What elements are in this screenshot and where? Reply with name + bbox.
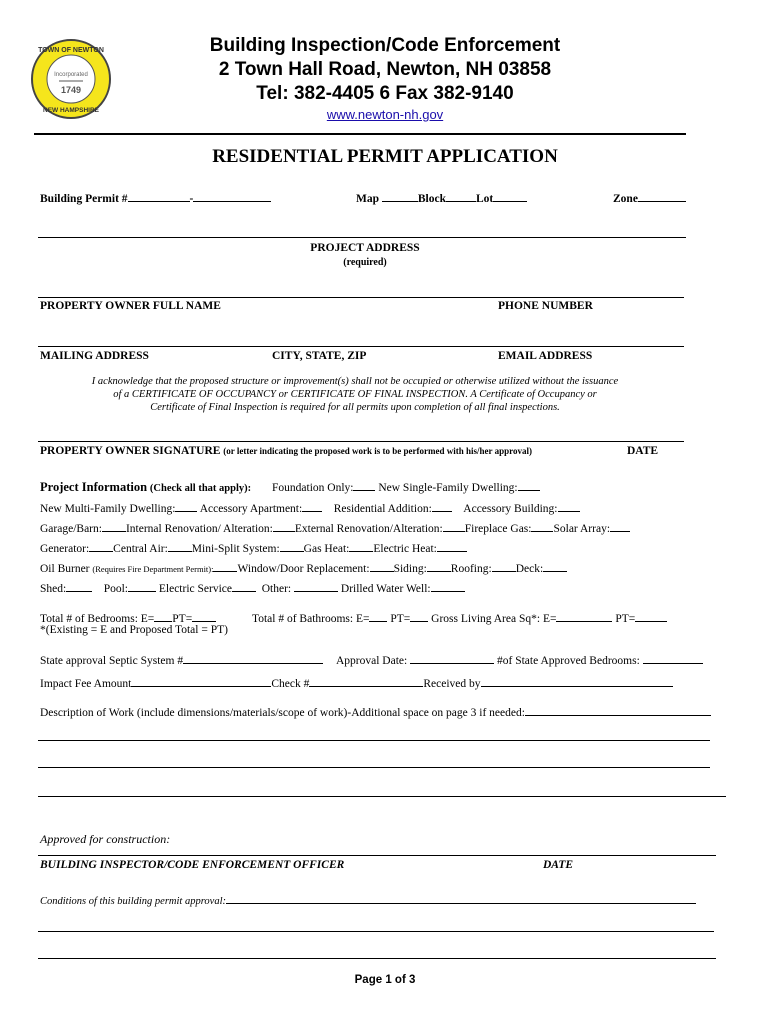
acknowledgement-line-2: of a CERTIFICATE OF OCCUPANCY or CERTIFICATE OF FINAL INSPECTION. A Certificate of Occupancy or xyxy=(113,389,597,400)
acknowledgement-line-1: I acknowledge that the proposed structure or improvement(s) shall not be occupied or otherwise utilized without the issuance xyxy=(91,376,619,387)
page-number: Page 1 of 3 xyxy=(354,974,416,986)
svg-text:Incorporated: Incorporated xyxy=(54,72,88,78)
map-block-lot-field[interactable]: Map Block Lot xyxy=(356,190,527,205)
owner-name-label: PROPERTY OWNER FULL NAME xyxy=(40,300,221,312)
project-address-label: PROJECT ADDRESS xyxy=(310,242,420,254)
website-link[interactable]: www.newton-nh.gov xyxy=(326,107,444,122)
bedrooms-field[interactable]: Total # of Bedrooms: E= PT= xyxy=(40,610,216,625)
svg-text:1749: 1749 xyxy=(60,85,82,95)
zone-field[interactable]: Zone xyxy=(613,190,686,205)
fees-row[interactable]: Impact Fee Amount Check # Received by xyxy=(40,675,673,690)
officer-label: BUILDING INSPECTOR/CODE ENFORCEMENT OFFICER xyxy=(40,859,345,871)
bathrooms-gla-field[interactable]: Total # of Bathrooms: E= PT= Gross Living Area Sq*: E= PT= xyxy=(252,610,667,625)
svg-text:TOWN OF NEWTON: TOWN OF NEWTON xyxy=(38,47,104,54)
header-phone: Tel: 382-4405 6 Fax 382-9140 xyxy=(256,83,514,104)
signature-date-label: DATE xyxy=(627,445,659,457)
form-title: RESIDENTIAL PERMIT APPLICATION xyxy=(212,146,558,167)
acknowledgement-line-3: Certificate of Final Inspection is required for all permits upon completion of all final inspections. xyxy=(150,402,560,413)
mailing-address-label: MAILING ADDRESS xyxy=(40,350,149,362)
project-info-row-1[interactable]: Project Information (Check all that apply): Foundation Only: New Single-Family Dwelling: xyxy=(40,479,540,495)
building-permit-field[interactable]: Building Permit # - xyxy=(40,190,271,205)
header-address: 2 Town Hall Road, Newton, NH 03858 xyxy=(218,59,552,80)
project-info-row-2[interactable]: New Multi-Family Dwelling: Accessory Apartment: Residential Addition: Accessory Building: xyxy=(40,500,580,515)
project-info-row-6[interactable]: Shed: Pool: Electric Service Other: Drilled Water Well: xyxy=(40,580,465,595)
email-label: EMAIL ADDRESS xyxy=(498,350,593,362)
approval-date-label: DATE xyxy=(543,859,574,871)
rooms-legend: *(Existing = E and Proposed Total = PT) xyxy=(40,624,228,636)
approved-label: Approved for construction: xyxy=(40,832,171,846)
city-state-zip-label: CITY, STATE, ZIP xyxy=(272,350,367,362)
approved-bedrooms-field[interactable]: #of State Approved Bedrooms: xyxy=(497,652,703,667)
conditions-field[interactable]: Conditions of this building permit approval: xyxy=(40,892,696,907)
header-department: Building Inspection/Code Enforcement xyxy=(209,35,561,56)
project-info-row-3[interactable]: Garage/Barn: Internal Renovation/ Alteration: External Renovation/Alteration: Fireplace Gas: Solar Array: xyxy=(40,520,630,535)
town-seal-logo xyxy=(30,38,112,120)
septic-field[interactable]: State approval Septic System # xyxy=(40,652,323,667)
project-info-row-5[interactable]: Oil Burner (Requires Fire Department Permit): Window/Door Replacement: Siding: Roofing: Deck: xyxy=(40,560,567,575)
project-address-note: (required) xyxy=(343,257,387,268)
description-field[interactable]: Description of Work (include dimensions/materials/scope of work)-Additional space on page 3 if needed: xyxy=(40,704,711,719)
project-info-row-4[interactable]: Generator: Central Air: Mini-Split System: Gas Heat: Electric Heat: xyxy=(40,540,467,555)
owner-signature-label: PROPERTY OWNER SIGNATURE (or letter indicating the proposed work is to be performed with his/her approval) xyxy=(40,445,532,457)
svg-text:NEW HAMPSHIRE: NEW HAMPSHIRE xyxy=(43,107,99,114)
septic-approval-date-field[interactable]: Approval Date: xyxy=(336,652,494,667)
phone-label: PHONE NUMBER xyxy=(498,300,593,312)
